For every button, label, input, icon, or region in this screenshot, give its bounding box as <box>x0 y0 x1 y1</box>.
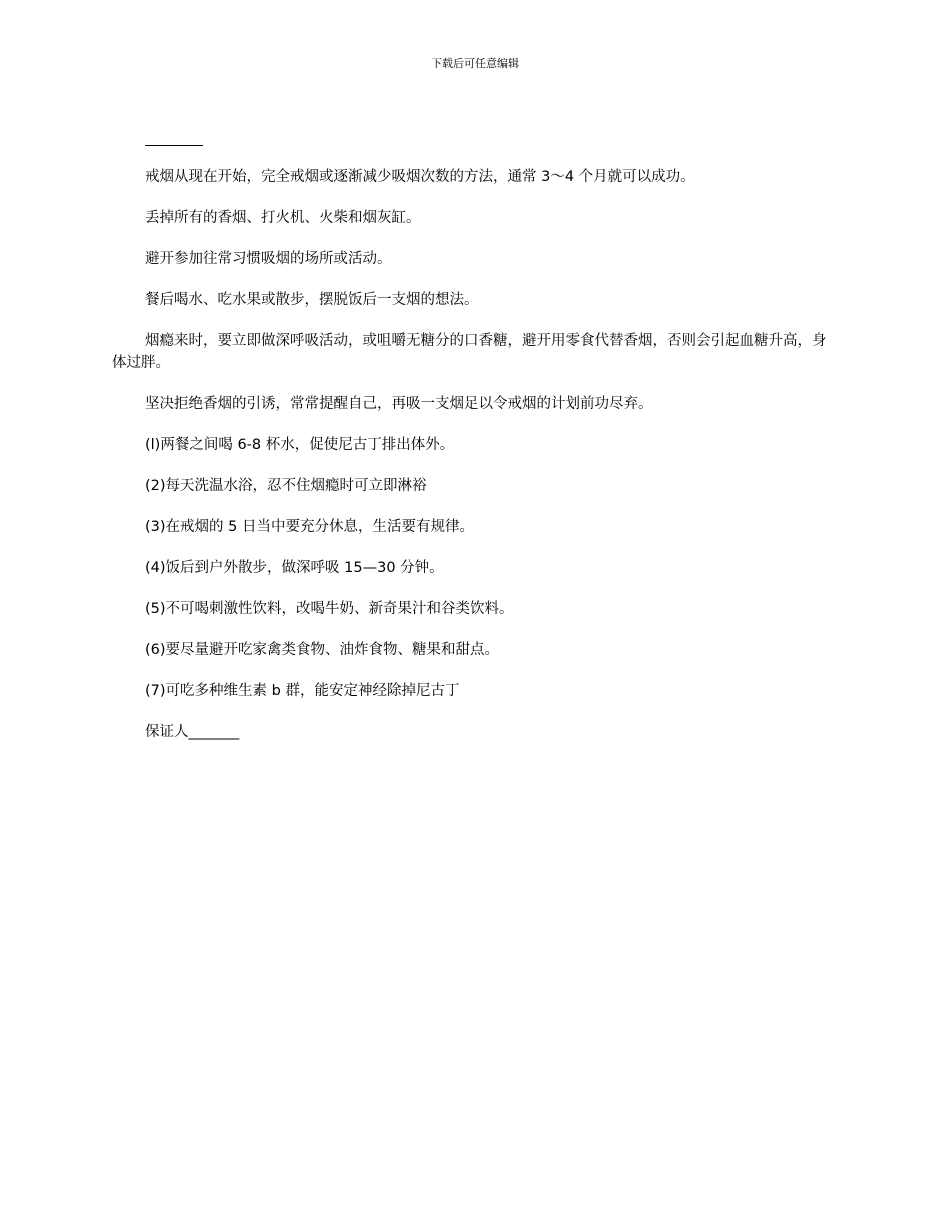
paragraph-after-meal: 餐后喝水、吃水果或散步，摆脱饭后一支烟的想法。 <box>145 292 479 308</box>
list-item-3: (3)在戒烟的 5 日当中要充分休息，生活要有规律。 <box>145 519 474 535</box>
blank-underline <box>145 125 834 147</box>
paragraph-resist-temptation: 坚决拒绝香烟的引诱，常常提醒自己，再吸一支烟足以令戒烟的计划前功尽弃。 <box>145 396 653 412</box>
page-header: 下载后可任意编辑 <box>431 57 519 70</box>
list-item-2: (2)每天洗温水浴，忍不住烟瘾时可立即淋裕 <box>145 478 427 494</box>
guarantor-signature-line: 保证人_______ <box>145 724 240 740</box>
paragraph-discard-items: 丢掉所有的香烟、打火机、火柴和烟灰缸。 <box>145 210 421 226</box>
paragraph-avoid-places: 避开参加往常习惯吸烟的场所或活动。 <box>145 251 392 267</box>
list-item-6: (6)要尽量避开吃家禽类食物、油炸食物、糖果和甜点。 <box>145 642 500 658</box>
list-item-4: (4)饭后到户外散步，做深呼吸 15—30 分钟。 <box>145 560 444 576</box>
list-item-5: (5)不可喝刺激性饮料，改喝牛奶、新奇果汁和谷类饮料。 <box>145 601 514 617</box>
list-item-1: (l)两餐之间喝 6-8 杯水，促使尼古丁排出体外。 <box>145 437 455 453</box>
paragraph-quit-plan: 戒烟从现在开始，完全戒烟或逐渐减少吸烟次数的方法，通常 3～4 个月就可以成功。 <box>145 169 695 185</box>
list-item-7: (7)可吃多种维生素 b 群，能安定神经除掉尼古丁 <box>145 683 460 699</box>
document-body <box>112 125 834 743</box>
paragraph-cravings: 烟瘾来时，要立即做深呼吸活动，或咀嚼无糖分的口香糖，避开用零食代替香烟，否则会引起血糖升高，身体过胖。 <box>112 333 827 371</box>
